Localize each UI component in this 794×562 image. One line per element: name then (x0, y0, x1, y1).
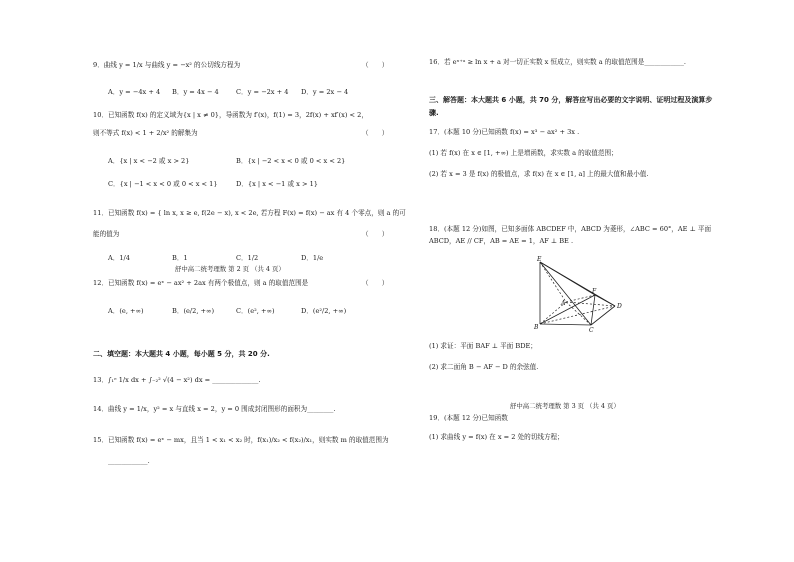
q18-part-1: (1) 求证：平面 BAF ⊥ 平面 BDE； (429, 342, 537, 350)
q11-stem-2: 能的值为 (93, 230, 120, 238)
label-b: B (534, 324, 539, 331)
q9-option-a: A．y = −4x + 4 (108, 88, 161, 96)
q11-option-b: B．1 (172, 254, 188, 262)
q9-paren: （ ） (362, 61, 389, 69)
q12-paren: （ ） (362, 279, 389, 287)
polyhedron-figure (528, 255, 633, 335)
edge-ea-hidden (540, 262, 566, 302)
q17-part-1: (1) 若 f(x) 在 x ∈ [1, +∞) 上是增函数，求实数 a 的取值范围； (429, 149, 618, 157)
q10-paren: （ ） (362, 129, 389, 137)
q19-stem: 19．(本题 12 分)已知函数 (429, 414, 508, 422)
q11-paren: （ ） (362, 230, 389, 238)
q11-option-d: D．1/e (301, 254, 324, 262)
q18-part-2: (2) 求二面角 B − AF − D 的余弦值. (429, 363, 539, 371)
q18-stem-1: 18．(本题 12 分)如图，已知多面体 ABCDEF 中，ABCD 为菱形，∠ABC = 60°，AE ⊥ 平面 (429, 225, 712, 233)
q13: 13．∫₁ᵉ 1/x dx + ∫₋₂² √(4 − x²) dx = ______________. (93, 376, 261, 384)
q10-option-d: D．{x | x < −1 或 x > 1} (236, 180, 318, 188)
q12-option-d: D．(e²/2, +∞) (301, 307, 347, 315)
q9-option-d: D．y = 2x − 4 (301, 88, 349, 96)
q15-blank: ____________. (108, 457, 150, 465)
q9-option-c: C．y = −2x + 4 (236, 88, 289, 96)
section-solution-heading-cont: 骤. (429, 109, 439, 117)
right-page-footer: 舒中高二统考理数 第 3 页 （共 4 页） (510, 402, 620, 410)
edge-ac-hidden (566, 302, 591, 325)
section-solution-heading: 三、解答题：本大题共 6 小题，共 70 分，解答应写出必要的文字说明、证明过程及演算步 (429, 96, 713, 104)
edge-cf (591, 295, 595, 325)
q10-stem-1: 10．已知函数 f(x) 的定义域为{x | x ≠ 0}，导函数为 f′(x)，f(1) = 3，2f(x) + xf′(x) < 2， (93, 111, 368, 119)
section-fill-in-heading: 二、填空题：本大题共 4 小题，每小题 5 分，共 20 分. (93, 350, 270, 358)
edge-bc (540, 324, 591, 325)
q10-option-a: A．{x | x < −2 或 x > 2} (108, 157, 190, 165)
q19-part-1: (1) 求曲线 y = f(x) 在 x = 2 处的切线方程； (429, 433, 564, 441)
edge-af-hidden (566, 295, 595, 302)
q14: 14．曲线 y = 1/x，y² = x 与直线 x = 2，y = 0 围成封闭图形的面积为________. (93, 405, 336, 413)
label-c: C (589, 327, 594, 334)
q12-stem: 12．已知函数 f(x) = eˣ − ax² + 2ax 有两个极值点，则 a 的取值范围是 (93, 279, 309, 287)
q12-option-b: B．(e/2, +∞) (172, 307, 215, 315)
label-a: A (561, 300, 566, 307)
q10-stem-2: 则不等式 f(x) < 1 + 2/x² 的解集为 (93, 129, 198, 137)
q17-stem: 17．(本题 10 分)已知函数 f(x) = x³ − ax² + 3x . (429, 128, 580, 136)
left-page-footer: 舒中高二统考理数 第 2 页 （共 4 页） (175, 265, 285, 273)
q9-option-b: B．y = 4x − 4 (172, 88, 219, 96)
q16: 16．若 eˣ⁺ᵃ ≥ ln x + a 对一切正实数 x 恒成立，则实数 a 的取值范围是____________. (429, 58, 686, 66)
q11-option-a: A．1/4 (108, 254, 130, 262)
label-d: D (617, 303, 622, 310)
edge-ef (540, 262, 595, 295)
q15-stem: 15．已知函数 f(x) = eˣ − mx，且当 1 < x₁ < x₂ 时，f(x₁)/x₂ < f(x₂)/x₁，则实数 m 的取值范围为 (93, 436, 389, 444)
q11-stem-1: 11．已知函数 f(x) = { ln x, x ≥ e, f(2e − x), x < 2e, 若方程 F(x) = f(x) − ax 有 4 个零点，则 a 的可 (93, 209, 406, 217)
edge-ec (540, 262, 591, 325)
q9-stem: 9．曲线 y = 1/x 与曲线 y = −x² 的公切线方程为 (93, 61, 241, 69)
q11-option-c: C．1/2 (236, 254, 259, 262)
q12-option-c: C．(e², +∞) (236, 307, 275, 315)
q10-option-b: B．{x | −2 < x < 0 或 0 < x < 2} (236, 157, 346, 165)
label-f: F (592, 288, 597, 295)
q18-stem-2: ABCD，AE // CF，AB = AE = 1，AF ⊥ BE . (429, 237, 574, 245)
q10-option-c: C．{x | −1 < x < 0 或 0 < x < 1} (108, 180, 218, 188)
label-e: E (537, 256, 542, 263)
q12-option-a: A．(e, +∞) (108, 307, 144, 315)
q17-part-2: (2) 若 x = 3 是 f(x) 的极值点，求 f(x) 在 x ∈ [1, a] 上的最大值和最小值. (429, 170, 649, 178)
